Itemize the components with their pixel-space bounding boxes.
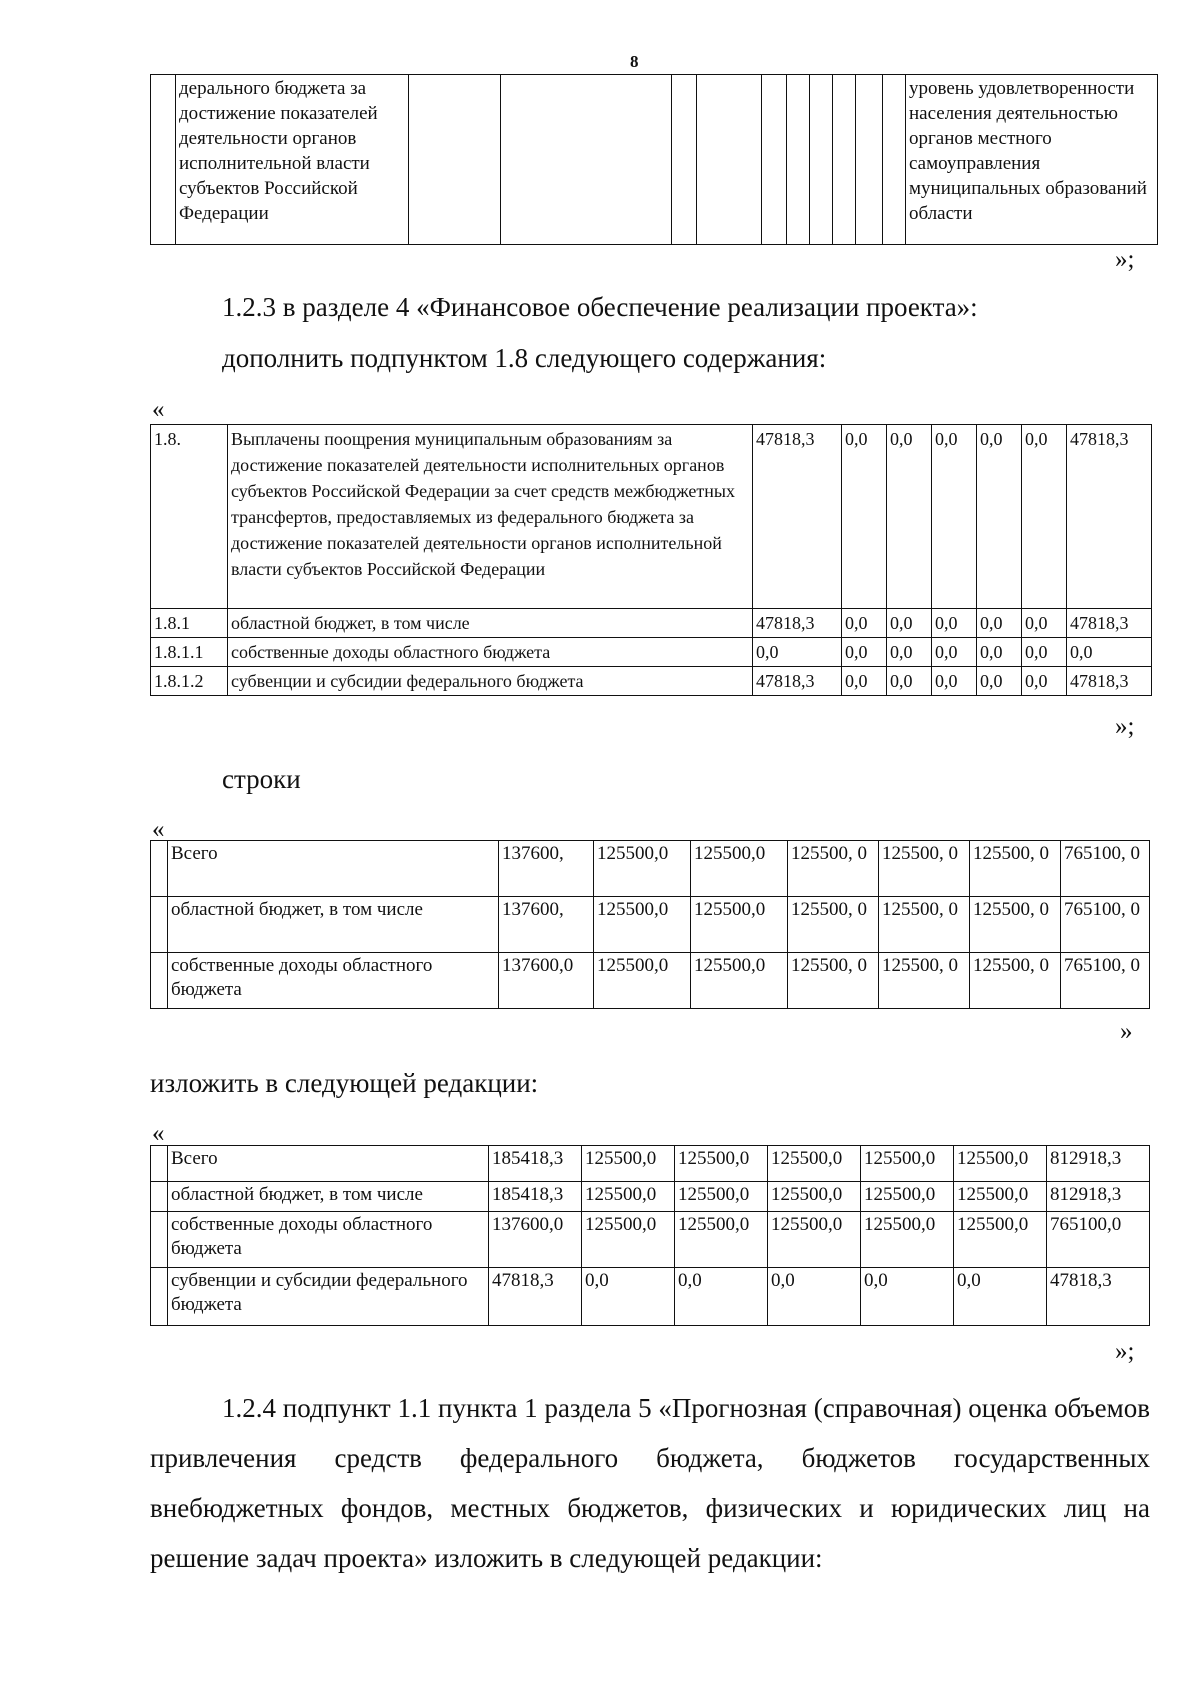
value-cell: 0,0: [768, 1268, 861, 1326]
value-cell: 125500,0: [675, 1212, 768, 1268]
table-row: [151, 425, 1152, 609]
value-cell: 47818,3: [489, 1268, 582, 1326]
value-cell: 47818,3: [1067, 667, 1152, 696]
continuation-left-text: дерального бюджета за достижение показателей деятельности органов исполнительной власти субъектов Российской Федерации: [176, 75, 409, 245]
row-label: собственные доходы областного бюджета: [168, 1212, 489, 1268]
strings-old-open-quote: «: [152, 816, 165, 843]
value-cell: 47818,3: [1067, 425, 1152, 609]
value-cell: 0,0: [861, 1268, 954, 1326]
row-label: областной бюджет, в том числе: [228, 609, 753, 638]
table-row: [151, 667, 1152, 696]
financing-table: [150, 424, 1152, 696]
row-num: 1.8.1.1: [151, 638, 228, 667]
row-label: Всего: [168, 1146, 489, 1182]
value-cell: 125500,0: [768, 1182, 861, 1212]
table-row: [151, 953, 1150, 1009]
value-cell: 125500, 0: [788, 841, 879, 897]
value-cell: 125500, 0: [879, 841, 970, 897]
value-cell: 0,0: [842, 667, 887, 696]
continuation-table: [150, 74, 1158, 245]
value-cell: 125500, 0: [788, 897, 879, 953]
value-cell: 125500,0: [954, 1182, 1047, 1212]
table-row: [151, 1212, 1150, 1268]
table-row: [151, 638, 1152, 667]
strings-old-close-quote: »: [1120, 1018, 1133, 1045]
value-cell: 0,0: [932, 667, 977, 696]
value-cell: 125500,0: [675, 1146, 768, 1182]
table-row: [151, 1268, 1150, 1326]
value-cell: 137600,0: [499, 953, 594, 1009]
value-cell: 125500, 0: [970, 897, 1061, 953]
value-cell: 125500, 0: [879, 953, 970, 1009]
value-cell: 125500, 0: [879, 897, 970, 953]
row-label: субвенции и субсидии федерального бюджета: [228, 667, 753, 696]
value-cell: 0,0: [887, 667, 932, 696]
value-cell: 0,0: [887, 425, 932, 609]
value-cell: 137600,: [499, 897, 594, 953]
value-cell: 185418,3: [489, 1182, 582, 1212]
value-cell: 47818,3: [1067, 609, 1152, 638]
row-num: 1.8.: [151, 425, 228, 609]
value-cell: 125500,0: [594, 841, 691, 897]
value-cell: 47818,3: [1047, 1268, 1150, 1326]
value-cell: 125500,0: [594, 897, 691, 953]
value-cell: 0,0: [1022, 638, 1067, 667]
section-123-close-quote: »;: [1115, 713, 1135, 740]
strings-old-heading: строки: [222, 764, 301, 794]
value-cell: 125500,0: [861, 1146, 954, 1182]
value-cell: 0,0: [1022, 425, 1067, 609]
value-cell: 812918,3: [1047, 1146, 1150, 1182]
value-cell: 0,0: [1067, 638, 1152, 667]
value-cell: 47818,3: [753, 609, 842, 638]
row-num: 1.8.1: [151, 609, 228, 638]
value-cell: 0,0: [932, 609, 977, 638]
value-cell: 0,0: [887, 638, 932, 667]
value-cell: 0,0: [887, 609, 932, 638]
value-cell: 0,0: [842, 638, 887, 667]
value-cell: 0,0: [1022, 609, 1067, 638]
strings-new-heading: изложить в следующей редакции:: [150, 1068, 539, 1098]
value-cell: 0,0: [977, 609, 1022, 638]
value-cell: 47818,3: [753, 425, 842, 609]
value-cell: 125500,0: [582, 1212, 675, 1268]
value-cell: 0,0: [675, 1268, 768, 1326]
value-cell: 0,0: [977, 638, 1022, 667]
row-label: Выплачены поощрения муниципальным образованиям за достижение показателей деятельности исполнительных органов субъектов Российской Федерации за счет средств межбюджетных трансфертов, предоставляемых из федерального бюджета за достижение показателей деятельности органов исполнительной власти субъектов Российской Федерации: [228, 425, 753, 609]
value-cell: 0,0: [977, 667, 1022, 696]
value-cell: 125500, 0: [970, 953, 1061, 1009]
value-cell: 125500,0: [675, 1182, 768, 1212]
section-123-instruction: дополнить подпунктом 1.8 следующего содержания:: [222, 343, 827, 373]
page-number: 8: [630, 52, 639, 71]
table-row: [151, 841, 1150, 897]
row-num: 1.8.1.2: [151, 667, 228, 696]
value-cell: 47818,3: [753, 667, 842, 696]
strings-new-table: [150, 1145, 1150, 1326]
value-cell: 125500,0: [768, 1212, 861, 1268]
row-label: областной бюджет, в том числе: [168, 1182, 489, 1212]
value-cell: 812918,3: [1047, 1182, 1150, 1212]
section-123-open-quote: «: [152, 396, 165, 423]
value-cell: 0,0: [842, 609, 887, 638]
value-cell: 765100, 0: [1061, 953, 1150, 1009]
value-cell: 765100, 0: [1061, 897, 1150, 953]
row-label: Всего: [168, 841, 499, 897]
value-cell: 125500,0: [691, 953, 788, 1009]
value-cell: 125500,0: [954, 1212, 1047, 1268]
value-cell: 0,0: [582, 1268, 675, 1326]
value-cell: 0,0: [932, 425, 977, 609]
value-cell: 125500, 0: [970, 841, 1061, 897]
continuation-close-quote: »;: [1115, 246, 1135, 273]
strings-new-close-quote: »;: [1115, 1338, 1135, 1365]
value-cell: 0,0: [753, 638, 842, 667]
value-cell: 137600,0: [489, 1212, 582, 1268]
strings-old-table: [150, 840, 1150, 1009]
continuation-right-text: уровень удовлетворенности населения деятельностью органов местного самоуправления муниципальных образований области: [906, 75, 1158, 245]
value-cell: 125500,0: [768, 1146, 861, 1182]
table-row: [151, 897, 1150, 953]
section-123-heading: 1.2.3 в разделе 4 «Финансовое обеспечение реализации проекта»:: [222, 292, 978, 322]
value-cell: 137600,: [499, 841, 594, 897]
value-cell: 0,0: [1022, 667, 1067, 696]
value-cell: 0,0: [932, 638, 977, 667]
value-cell: 185418,3: [489, 1146, 582, 1182]
value-cell: 125500,0: [861, 1212, 954, 1268]
row-label: собственные доходы областного бюджета: [228, 638, 753, 667]
value-cell: 765100, 0: [1061, 841, 1150, 897]
value-cell: 125500, 0: [788, 953, 879, 1009]
table-row: [151, 609, 1152, 638]
value-cell: 0,0: [954, 1268, 1047, 1326]
value-cell: 125500,0: [954, 1146, 1047, 1182]
value-cell: 125500,0: [861, 1182, 954, 1212]
table-row: [151, 1146, 1150, 1182]
strings-new-open-quote: «: [152, 1120, 165, 1147]
value-cell: 125500,0: [582, 1146, 675, 1182]
value-cell: 0,0: [977, 425, 1022, 609]
value-cell: 0,0: [842, 425, 887, 609]
value-cell: 125500,0: [691, 897, 788, 953]
section-124-text: 1.2.4 подпункт 1.1 пункта 1 раздела 5 «Прогнозная (справочная) оценка объемов привлечения средств федерального бюджета, бюджетов государственных внебюджетных фондов, местных бюджетов, физических и юридических лиц на решение задач проекта» изложить в следующей редакции:: [150, 1393, 1150, 1573]
value-cell: 125500,0: [594, 953, 691, 1009]
value-cell: 125500,0: [691, 841, 788, 897]
value-cell: 765100,0: [1047, 1212, 1150, 1268]
row-label: областной бюджет, в том числе: [168, 897, 499, 953]
table-row: [151, 1182, 1150, 1212]
row-label: собственные доходы областного бюджета: [168, 953, 499, 1009]
row-label: субвенции и субсидии федерального бюджета: [168, 1268, 489, 1326]
value-cell: 125500,0: [582, 1182, 675, 1212]
